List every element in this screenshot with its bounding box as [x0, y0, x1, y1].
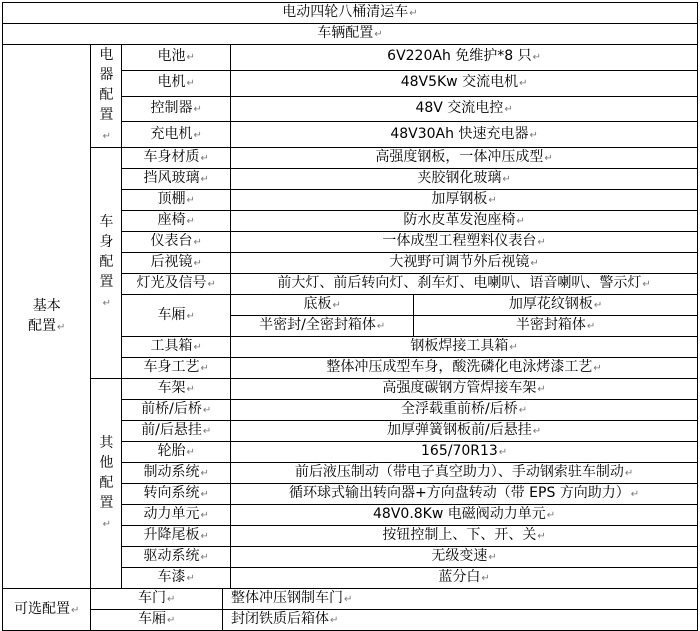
paragraph-mark-icon: ↵: [193, 237, 202, 248]
group-label-optional: [3, 589, 91, 631]
paragraph-mark-icon: ↵: [529, 129, 538, 141]
row-value-text: 前后液压制动（带电子真空助力）、手动钢索驻车制动: [294, 464, 624, 480]
row-label-text: 控制器: [150, 99, 193, 116]
row-value: [231, 526, 698, 547]
row-value: [231, 232, 698, 253]
row-value-text: 蓝分白: [438, 569, 481, 585]
row-label-text: 充电机: [150, 125, 193, 142]
row-label-text: 动力单元: [143, 506, 200, 522]
row-label-text: 车身材质: [143, 149, 200, 165]
row-label: [122, 45, 231, 71]
row-value-text: 按钮控制上、下、开、关: [382, 527, 537, 543]
paragraph-mark-icon: ↵: [166, 615, 176, 626]
paragraph-mark-icon: ↵: [516, 216, 525, 227]
group-label-base-text: 基本配置: [28, 297, 61, 334]
row-value: [231, 421, 698, 442]
paragraph-mark-icon: ↵: [186, 384, 195, 395]
paragraph-mark-icon: ↵: [630, 489, 640, 500]
row-label-text: 电机: [157, 74, 186, 91]
section-label: [91, 45, 122, 148]
row-label: [122, 274, 231, 295]
group-label-base: [3, 45, 91, 589]
row-value-text: 循环球式输出转向器+方向盘转动（带 EPS 方向助力）: [288, 485, 630, 501]
row-label-text: 车架: [157, 380, 186, 396]
paragraph-mark-icon: ↵: [329, 615, 339, 626]
paragraph-mark-icon: ↵: [593, 363, 602, 374]
row-label: [122, 421, 231, 442]
row-label-text: 驱动系统: [143, 548, 200, 564]
paragraph-mark-icon: ↵: [332, 300, 341, 311]
paragraph-mark-icon: ↵: [509, 342, 518, 353]
paragraph-mark-icon: ↵: [186, 78, 195, 90]
row-value-text: 高强度钢板，一体冲压成型: [375, 149, 544, 165]
box-sub-value: [414, 295, 698, 316]
row-label: [122, 122, 231, 148]
row-label-text: 车厢: [157, 306, 186, 323]
paragraph-mark-icon: ↵: [71, 604, 80, 616]
row-label-text: 轮胎: [157, 443, 186, 459]
row-label: [122, 253, 231, 274]
row-value-text: 加厚钢板: [431, 191, 488, 207]
row-value-text: 整体冲压成型车身，酸洗磷化电泳烤漆工艺: [326, 359, 593, 375]
paragraph-mark-icon: ↵: [537, 531, 546, 542]
paragraph-mark-icon: ↵: [186, 447, 195, 458]
row-value-text: 48V 交流电控: [415, 99, 504, 116]
section-label-text: 电器配置: [99, 47, 114, 123]
row-value: [231, 169, 698, 190]
section-label: [91, 148, 122, 379]
row-label-text: 转向系统: [143, 485, 200, 501]
row-value-text: 48V0.8Kw 电磁阀动力单元: [373, 506, 546, 522]
row-label: [122, 568, 231, 589]
row-value-text: 加厚弹簧钢板前/后悬挂: [387, 422, 532, 438]
row-value: [231, 211, 698, 232]
config-table: [2, 2, 698, 631]
row-value: [231, 379, 698, 400]
paragraph-mark-icon: ↵: [593, 300, 603, 311]
row-value-text: 165/70R13: [421, 443, 498, 459]
paragraph-mark-icon: ↵: [530, 258, 539, 269]
paragraph-mark-icon: ↵: [546, 510, 556, 521]
table-row: [3, 589, 698, 610]
row-label-text: 车漆: [157, 569, 186, 585]
paragraph-mark-icon: ↵: [642, 279, 651, 290]
paragraph-mark-icon: ↵: [200, 510, 209, 521]
paragraph-mark-icon: ↵: [200, 531, 209, 542]
row-value: [231, 568, 698, 589]
paragraph-mark-icon: ↵: [624, 468, 634, 479]
paragraph-mark-icon: ↵: [193, 342, 202, 353]
paragraph-mark-icon: ↵: [186, 216, 195, 227]
row-label: [91, 610, 223, 631]
row-label: [122, 463, 231, 484]
row-value: [231, 96, 698, 122]
paragraph-mark-icon: ↵: [186, 195, 195, 206]
paragraph-mark-icon: ↵: [488, 195, 497, 206]
row-value: [231, 148, 698, 169]
row-value: [231, 358, 698, 379]
row-value: [231, 400, 698, 421]
row-label-text: 工具箱: [150, 338, 193, 354]
row-label: [122, 379, 231, 400]
row-value: [231, 442, 698, 463]
paragraph-mark-icon: ↵: [102, 518, 112, 530]
paragraph-mark-icon: ↵: [374, 29, 383, 40]
paragraph-mark-icon: ↵: [207, 279, 216, 290]
table-title: [3, 3, 698, 24]
row-label: [122, 400, 231, 421]
row-value: [231, 122, 698, 148]
paragraph-mark-icon: ↵: [102, 298, 112, 309]
row-label-text: 仪表台: [150, 233, 193, 249]
box-sub-value-text: 加厚花纹钢板: [508, 296, 593, 312]
row-label-text: 座椅: [157, 212, 186, 228]
row-label: [122, 232, 231, 253]
row-value-text: 前大灯、前后转向灯、刹车灯、电喇叭、语音喇叭、警示灯: [277, 275, 642, 291]
section-label: [91, 379, 122, 589]
row-value: [231, 484, 698, 505]
row-label: [122, 442, 231, 463]
row-value-text: 48V5Kw 交流电机: [400, 74, 519, 91]
table-row: [3, 45, 698, 71]
row-label: [122, 526, 231, 547]
row-value-text: 大视野可调节外后视镜: [389, 254, 530, 270]
paragraph-mark-icon: ↵: [502, 174, 511, 185]
paragraph-mark-icon: ↵: [544, 153, 553, 164]
row-label-text: 挡风玻璃: [143, 170, 200, 186]
table-title-text: 电动四轮八桶清运车: [282, 4, 409, 20]
row-label: [122, 505, 231, 526]
row-label-text: 制动系统: [143, 464, 200, 480]
row-value-text: 一体成型工程塑料仪表台: [382, 233, 537, 249]
row-label: [91, 589, 223, 610]
row-label: [122, 190, 231, 211]
row-value-text: 整体冲压钢制车门: [230, 590, 343, 606]
paragraph-mark-icon: ↵: [202, 405, 212, 416]
row-label: [122, 547, 231, 568]
paragraph-mark-icon: ↵: [200, 363, 209, 374]
paragraph-mark-icon: ↵: [481, 573, 490, 584]
row-label: [122, 337, 231, 358]
row-value-text: 钢板焊接工具箱: [410, 338, 509, 354]
row-value-text: 6V220Ah 免维护*8 只: [387, 48, 532, 65]
paragraph-mark-icon: ↵: [186, 52, 195, 64]
row-label: [122, 484, 231, 505]
paragraph-mark-icon: ↵: [343, 594, 353, 605]
row-label-text: 车厢: [137, 611, 166, 627]
box-sub-value-text: 半密封箱体: [515, 317, 586, 333]
paragraph-mark-icon: ↵: [409, 8, 418, 19]
paragraph-mark-icon: ↵: [532, 52, 542, 64]
table-row: [3, 3, 698, 24]
row-value-text: 封闭铁质后箱体: [230, 611, 329, 627]
row-value: [222, 589, 697, 610]
row-value-text: 无级变速: [431, 548, 488, 564]
box-sub-label: [231, 316, 414, 337]
row-value: [231, 190, 698, 211]
row-value: [231, 253, 698, 274]
row-label-text: 灯光及信号: [136, 275, 207, 291]
row-label: [122, 96, 231, 122]
row-value: [222, 610, 697, 631]
paragraph-mark-icon: ↵: [166, 594, 176, 605]
paragraph-mark-icon: ↵: [376, 321, 386, 332]
paragraph-mark-icon: ↵: [193, 129, 202, 141]
box-sub-label: [231, 295, 414, 316]
row-label: [122, 358, 231, 379]
paragraph-mark-icon: ↵: [518, 405, 528, 416]
box-sub-value: [414, 316, 698, 337]
paragraph-mark-icon: ↵: [202, 426, 212, 437]
section-label-text: 车身配置: [99, 214, 114, 290]
row-value: [231, 505, 698, 526]
paragraph-mark-icon: ↵: [586, 321, 596, 332]
row-value-text: 夹胶钢化玻璃: [417, 170, 502, 186]
row-label-text: 前/后悬挂: [141, 422, 202, 438]
box-sub-label-text: 半密封/全密封箱体: [259, 317, 376, 333]
row-label-text: 后视镜: [150, 254, 193, 270]
table-subtitle: [3, 24, 698, 45]
row-value-text: 高强度碳钢方管焊接车架: [382, 380, 537, 396]
row-value: [231, 45, 698, 71]
paragraph-mark-icon: ↵: [200, 174, 209, 185]
paragraph-mark-icon: ↵: [200, 468, 209, 479]
row-label: [122, 70, 231, 96]
paragraph-mark-icon: ↵: [57, 321, 66, 333]
box-sub-label-text: 底板: [303, 296, 332, 312]
section-label-text: 其他配置: [99, 434, 114, 511]
paragraph-mark-icon: ↵: [504, 103, 513, 115]
row-value-text: 防水皮革发泡座椅: [403, 212, 516, 228]
row-value: [231, 70, 698, 96]
row-label: [122, 169, 231, 190]
row-value: [231, 463, 698, 484]
row-label: [122, 148, 231, 169]
row-label-text: 电池: [157, 48, 186, 65]
row-label-text: 升降尾板: [143, 527, 200, 543]
group-label-optional-text: 可选配置: [14, 600, 70, 617]
paragraph-mark-icon: ↵: [193, 258, 202, 269]
paragraph-mark-icon: ↵: [200, 552, 209, 563]
row-label-text: 车身工艺: [143, 359, 200, 375]
table-row: [3, 24, 698, 45]
row-label: [122, 295, 231, 337]
row-value: [231, 547, 698, 568]
row-label: [122, 211, 231, 232]
row-label-text: 车门: [137, 590, 166, 606]
paragraph-mark-icon: ↵: [200, 153, 209, 164]
row-value: [231, 274, 698, 295]
paragraph-mark-icon: ↵: [193, 103, 202, 115]
paragraph-mark-icon: ↵: [186, 310, 195, 322]
paragraph-mark-icon: ↵: [498, 447, 508, 458]
row-label-text: 前桥/后桥: [141, 401, 202, 417]
table-subtitle-text: 车辆配置: [317, 25, 374, 41]
table-row: [3, 148, 698, 169]
paragraph-mark-icon: ↵: [200, 489, 209, 500]
paragraph-mark-icon: ↵: [537, 237, 546, 248]
row-value-text: 全浮载重前桥/后桥: [401, 401, 518, 417]
row-label-text: 顶棚: [157, 191, 186, 207]
paragraph-mark-icon: ↵: [186, 573, 195, 584]
paragraph-mark-icon: ↵: [537, 384, 546, 395]
paragraph-mark-icon: ↵: [532, 426, 542, 437]
table-row: [3, 610, 698, 631]
row-value: [231, 337, 698, 358]
table-row: [3, 379, 698, 400]
row-value-text: 48V30Ah 快速充电器: [390, 125, 529, 142]
paragraph-mark-icon: ↵: [102, 131, 112, 142]
paragraph-mark-icon: ↵: [519, 78, 528, 90]
paragraph-mark-icon: ↵: [488, 552, 497, 563]
